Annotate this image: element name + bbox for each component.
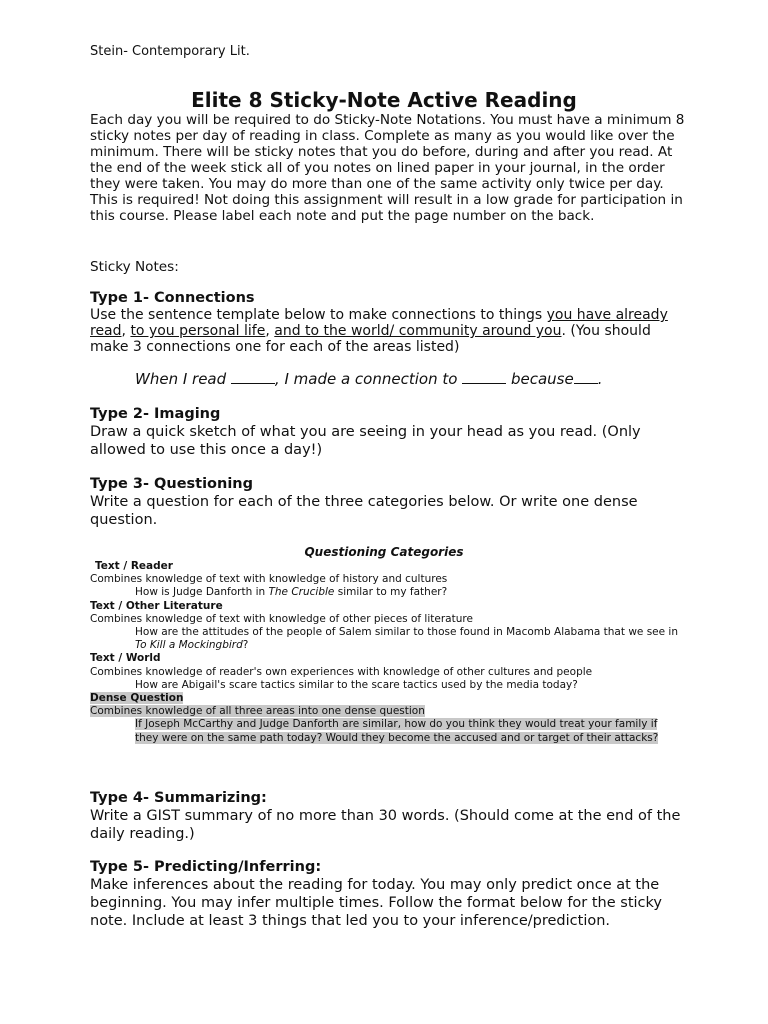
- type3-body: Write a question for each of the three categories below. Or write one dense question.: [90, 494, 638, 528]
- text-other-lit-question: How are the attitudes of the people of Salem similar to those found in Macomb Alabama that we see in To Kill a Mockingbird?: [135, 626, 679, 652]
- type1-body: Use the sentence template below to make connections to things you have already read, to you personal life, and to the world/ community around you. (You should make 3 connections one for each of the areas listed): [90, 307, 668, 355]
- text-other-lit-desc: Combines knowledge of text with knowledge of other pieces of literature: [90, 612, 473, 625]
- text-world-desc: Combines knowledge of reader's own experiences with knowledge of other cultures and people: [90, 665, 593, 678]
- type5-body: Make inferences about the reading for today. You may only predict once at the beginning. You may infer multiple times. Follow the format below for the sticky note. Include at least 3 things that led you to your inference/prediction.: [90, 877, 662, 929]
- text-world-label: Text / World: [90, 652, 161, 665]
- text-reader-desc: Combines knowledge of text with knowledge of history and cultures: [90, 573, 448, 586]
- type5-heading: Type 5- Predicting/Inferring:: [90, 859, 322, 875]
- connection-template: When I read , I made a connection to because .: [135, 370, 603, 388]
- type3-heading: Type 3- Questioning: [90, 476, 254, 492]
- type4-section: [90, 789, 690, 843]
- text-other-lit-label: Text / Other Literature: [90, 599, 223, 612]
- type1-section: [90, 289, 690, 355]
- sticky-notes-label: Sticky Notes:: [90, 259, 179, 275]
- dense-question-desc: Combines knowledge of all three areas into one dense question: [90, 705, 425, 718]
- type5-section: [90, 858, 690, 930]
- text-reader-label: Text / Reader: [95, 560, 173, 572]
- type1-heading: Type 1- Connections: [90, 290, 255, 306]
- type2-heading: Type 2- Imaging: [90, 406, 221, 422]
- questioning-categories: [90, 560, 680, 745]
- type2-section: [90, 405, 690, 459]
- dense-question-example: If Joseph McCarthy and Judge Danforth are similar, how do you think they would treat your family if they were on the same path today? Would they become the accused and or target of their attacks?: [135, 718, 659, 744]
- dense-question-label: Dense Question: [90, 692, 184, 705]
- text-world-question: How are Abigail's scare tactics similar to the scare tactics used by the media today?: [135, 678, 578, 691]
- intro-paragraph: Each day you will be required to do Sticky-Note Notations. You must have a minimum 8 sticky notes per day of reading in class. Complete as many as you would like over the minimum. There will be sticky notes that you do before, during and after you read. At the end of the week stick all of you notes on lined paper in your journal, in the order they were taken. You may do more than one of the same activity only twice per day. This is required! Not doing this assignment will result in a low grade for participation in this course. Please label each note and put the page number on the back.: [90, 112, 685, 224]
- type3-section: [90, 475, 690, 529]
- text-reader-question: How is Judge Danforth in The Crucible similar to my father?: [135, 586, 448, 599]
- questioning-categories-title: Questioning Categories: [304, 545, 464, 559]
- type4-body: Write a GIST summary of no more than 30 words. (Should come at the end of the daily reading.): [90, 808, 681, 842]
- course-header: Stein- Contemporary Lit.: [90, 44, 250, 59]
- type4-heading: Type 4- Summarizing:: [90, 790, 267, 806]
- type2-body: Draw a quick sketch of what you are seeing in your head as you read. (Only allowed to use this once a day!): [90, 424, 641, 458]
- page-title: Elite 8 Sticky-Note Active Reading: [191, 88, 577, 112]
